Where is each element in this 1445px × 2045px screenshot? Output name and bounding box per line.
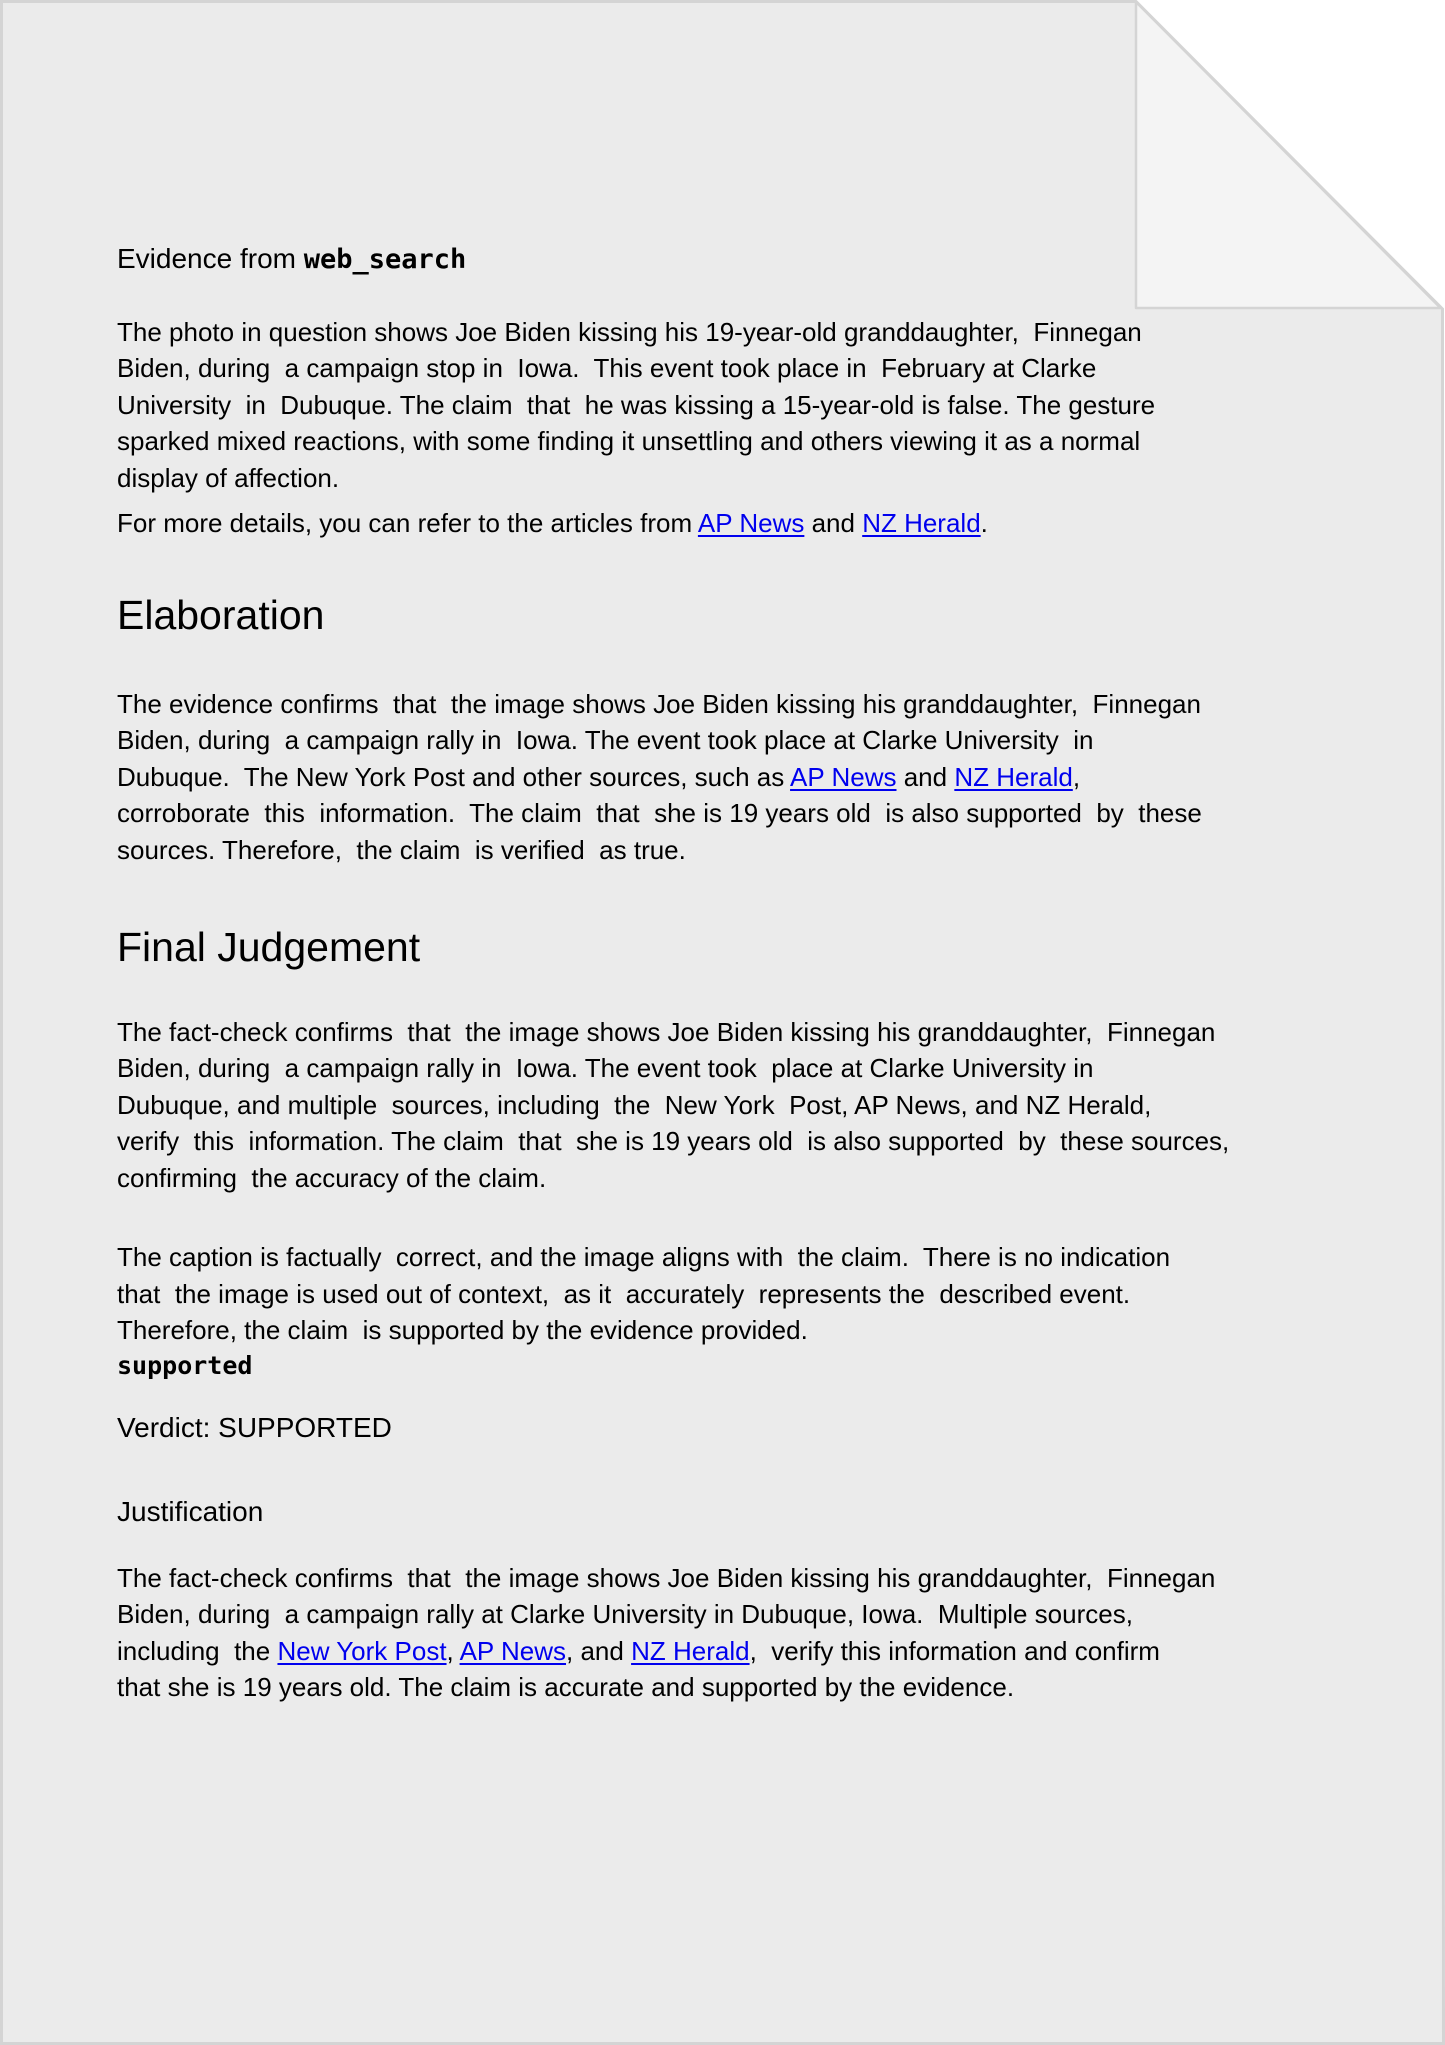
text-run: The evidence confirms that the image shows Joe Biden kissing his granddaughter, Finnegan — [117, 688, 1201, 719]
document-content — [117, 0, 1417, 1706]
text-run: including the — [117, 1635, 278, 1666]
text-run: that the image is used out of context, as it accurately represents the described event. — [117, 1278, 1131, 1309]
text-run: The fact-check confirms that the image shows Joe Biden kissing his granddaughter, Finnegan — [117, 1562, 1216, 1593]
verdict-code-line — [117, 1351, 1417, 1385]
text-run: and — [804, 508, 863, 539]
link-nz-herald[interactable]: NZ Herald — [862, 508, 981, 539]
evidence-paragraph — [117, 314, 1417, 497]
text-run: that she is 19 years old. The claim is accurate and supported by the evidence. — [117, 1672, 1015, 1703]
verdict-code-label: supported — [117, 1350, 253, 1380]
link-nz-herald[interactable]: NZ Herald — [631, 1635, 750, 1666]
text-run: sparked mixed reactions, with some finding it unsettling and others viewing it as a normal — [117, 426, 1141, 457]
tool-name-code: web_search — [303, 244, 467, 275]
text-run: For more details, you can refer to the articles from — [117, 508, 698, 539]
text-run: , verify this information and confirm — [749, 1635, 1160, 1666]
text-run: Biden, during a campaign rally in Iowa. The event took place at Clarke University in — [117, 725, 1094, 756]
link-nz-herald[interactable]: NZ Herald — [954, 761, 1073, 792]
elaboration-paragraph — [117, 686, 1417, 869]
verdict-line: Verdict: SUPPORTED — [117, 1411, 392, 1443]
text-run: The photo in question shows Joe Biden kissing his 19-year-old granddaughter, Finnegan — [117, 316, 1142, 347]
text-run: Biden, during a campaign rally at Clarke University in Dubuque, Iowa. Multiple sources, — [117, 1599, 1133, 1630]
text-run: and — [896, 761, 955, 792]
text-run: The caption is factually correct, and the image aligns with the claim. There is no indication — [117, 1242, 1171, 1273]
text-run: Dubuque. The New York Post and other sources, such as — [117, 761, 791, 792]
text-run: , — [446, 1635, 460, 1666]
section-heading-evidence — [117, 241, 1417, 277]
text-run: display of affection. — [117, 462, 340, 493]
text-run: The fact-check confirms that the image shows Joe Biden kissing his granddaughter, Finnegan — [117, 1016, 1216, 1047]
text-run: , and — [566, 1635, 632, 1666]
text-run: sources. Therefore, the claim is verified as true. — [117, 834, 686, 865]
text-run: corroborate this information. The claim that she is 19 years old is also supported by these — [117, 798, 1202, 829]
link-ap-news[interactable]: AP News — [790, 761, 897, 792]
final-judgement-paragraph-1 — [117, 1014, 1417, 1197]
link-new-york-post[interactable]: New York Post — [277, 1635, 447, 1666]
final-judgement-paragraph-2 — [117, 1239, 1417, 1349]
text-run: Dubuque, and multiple sources, including the New York Post, AP News, and NZ Herald, — [117, 1089, 1152, 1120]
text-run: . — [980, 508, 988, 539]
text-run: Biden, during a campaign rally in Iowa. The event took place at Clarke University in — [117, 1053, 1094, 1084]
link-ap-news[interactable]: AP News — [459, 1635, 567, 1666]
text-run: confirming the accuracy of the claim. — [117, 1162, 547, 1193]
text-run: , — [1072, 761, 1081, 792]
section-heading-justification: Justification — [117, 1495, 264, 1527]
section-heading-elaboration: Elaboration — [117, 591, 325, 638]
text-run: Therefore, the claim is supported by the evidence provided. — [117, 1315, 808, 1346]
justification-paragraph — [117, 1560, 1417, 1706]
text-run: University in Dubuque. The claim that he was kissing a 15-year-old is false. The gesture — [117, 389, 1156, 420]
text-run: Biden, during a campaign stop in Iowa. This event took place in February at Clarke — [117, 353, 1097, 384]
text-run: verify this information. The claim that she is 19 years old is also supported by these sources, — [117, 1126, 1230, 1157]
link-ap-news[interactable]: AP News — [697, 508, 805, 539]
section-heading-final-judgement: Final Judgement — [117, 924, 421, 971]
evidence-links-paragraph — [117, 505, 1417, 542]
evidence-heading-text: Evidence from — [117, 243, 304, 274]
